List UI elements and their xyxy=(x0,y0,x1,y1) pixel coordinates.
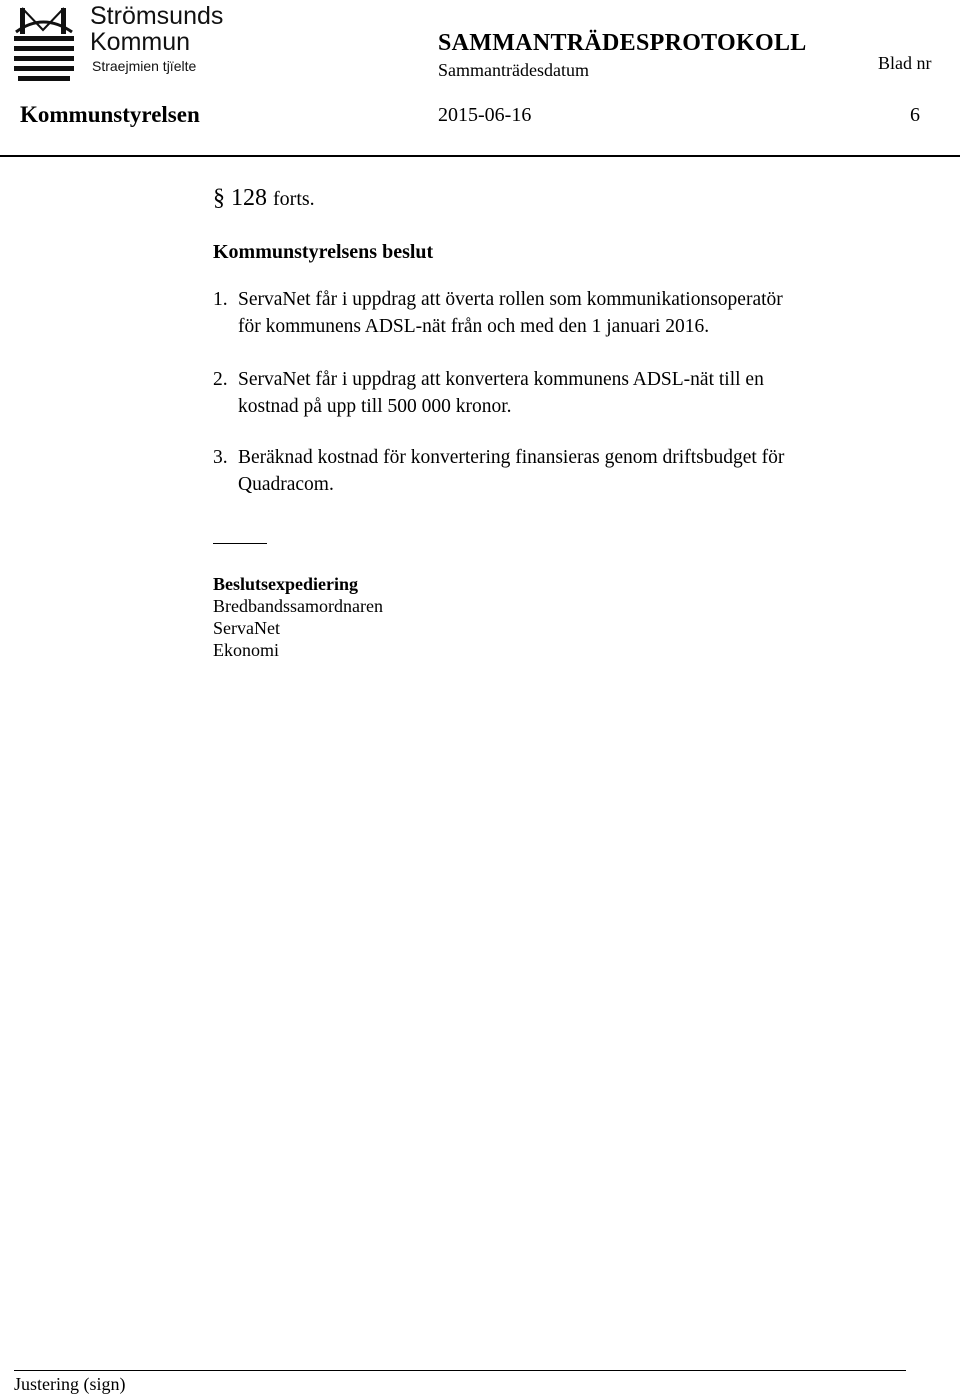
decision-item-line: ServaNet får i uppdrag att överta rollen som kommunikationsoperatör xyxy=(238,289,783,310)
section-divider xyxy=(213,543,267,544)
decision-item xyxy=(213,366,933,420)
paragraph-continued: forts. xyxy=(273,188,315,210)
paragraph-heading xyxy=(213,185,315,212)
municipality-logo xyxy=(14,2,224,86)
distribution-recipient: ServaNet xyxy=(213,618,280,638)
logo-line-3: Straejmien tjïelte xyxy=(92,58,197,74)
page-label: Blad nr xyxy=(878,53,932,73)
distribution-recipient: Ekonomi xyxy=(213,640,279,660)
section-symbol: § xyxy=(213,185,225,211)
decision-item-number: 1. xyxy=(213,289,228,310)
decision-item xyxy=(213,444,933,498)
distribution-title: Beslutsexpediering xyxy=(213,574,359,594)
bridge-logo-icon xyxy=(14,2,76,86)
decision-item-line: Quadracom. xyxy=(238,474,334,495)
decision-title: Kommunstyrelsens beslut xyxy=(213,241,434,263)
footer-divider xyxy=(14,1370,906,1371)
organization-name: Kommunstyrelsen xyxy=(20,102,200,127)
decision-item-line: kostnad på upp till 500 000 kronor. xyxy=(238,396,512,417)
header-divider xyxy=(0,155,960,157)
decision-item xyxy=(213,286,933,340)
protocol-title: SAMMANTRÄDESPROTOKOLL xyxy=(438,30,807,56)
decision-item-line: för kommunens ADSL-nät från och med den 1 januari 2016. xyxy=(238,316,710,337)
logo-line-2: Kommun xyxy=(90,28,191,56)
page-number: 6 xyxy=(910,104,920,126)
paragraph-number: 128 xyxy=(231,185,267,211)
logo-line-1: Strömsunds xyxy=(90,2,224,30)
decision-item-number: 3. xyxy=(213,447,228,468)
decision-item-number: 2. xyxy=(213,369,228,390)
decision-item-line: Beräknad kostnad för konvertering finansieras genom driftsbudget för xyxy=(238,447,785,468)
meeting-date-label: Sammanträdesdatum xyxy=(438,60,589,80)
signature-label: Justering (sign) xyxy=(14,1374,126,1394)
distribution-recipient: Bredbandssamordnaren xyxy=(213,596,383,616)
meeting-date: 2015-06-16 xyxy=(438,104,532,126)
decision-item-line: ServaNet får i uppdrag att konvertera kommunens ADSL-nät till en xyxy=(238,369,764,390)
